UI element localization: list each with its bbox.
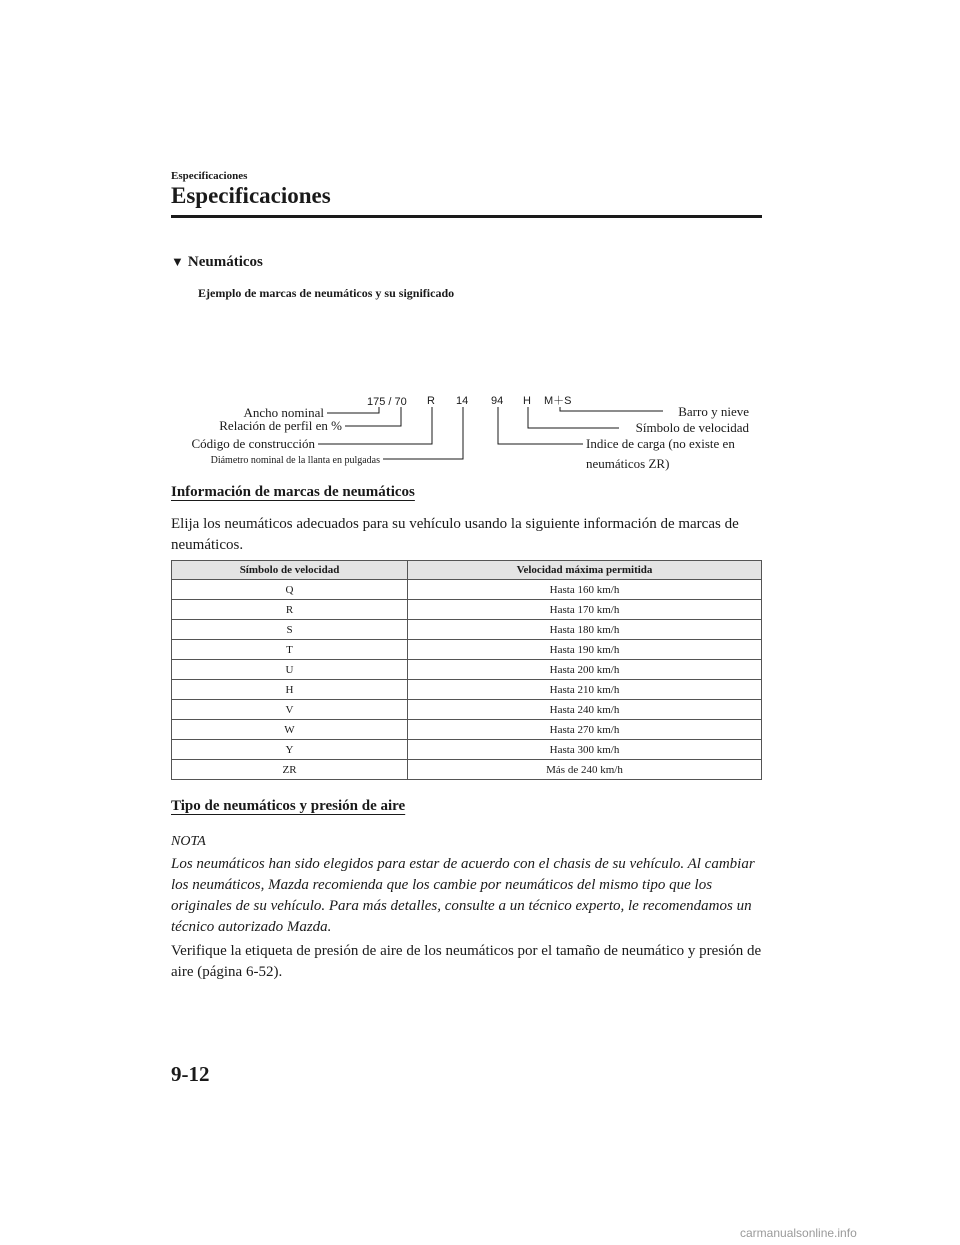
code-load: 94	[491, 395, 504, 407]
leader-aspect-ratio	[345, 407, 401, 426]
code-construction: R	[427, 395, 435, 407]
table-row	[172, 580, 762, 600]
label-speed-symbol: Símbolo de velocidad	[635, 420, 749, 435]
table-cell: Hasta 170 km/h	[408, 600, 762, 620]
running-head: Especificaciones	[171, 170, 248, 182]
tire-type-heading: Tipo de neumáticos y presión de aire	[171, 798, 406, 814]
label-load-index-1: Indice de carga (no existe en	[586, 436, 735, 451]
note-label: NOTA	[171, 834, 206, 849]
table-cell: Más de 240 km/h	[408, 760, 762, 780]
table-cell: ZR	[172, 760, 408, 780]
table-cell: Hasta 240 km/h	[408, 700, 762, 720]
table-row	[172, 720, 762, 740]
label-load-index-2: neumáticos ZR)	[586, 456, 670, 471]
table-row	[172, 700, 762, 720]
table-cell: Q	[172, 580, 408, 600]
section-heading-text: Neumáticos	[187, 254, 263, 270]
table-row	[172, 680, 762, 700]
table-cell: Hasta 160 km/h	[408, 580, 762, 600]
table-cell: U	[172, 660, 408, 680]
watermark: carmanualsonline.info	[740, 1226, 857, 1240]
code-mud-snow: M＋S	[544, 395, 572, 407]
label-nominal-width: Ancho nominal	[243, 405, 324, 420]
tire-pressure-paragraph: Verifique la etiqueta de presión de aire de los neumáticos por el tamaño de neumático y presión de aire (página 6-52).	[171, 943, 762, 980]
table-cell: Y	[172, 740, 408, 760]
table-header: Velocidad máxima permitida	[408, 561, 762, 580]
table-row	[172, 620, 762, 640]
table-row	[172, 640, 762, 660]
table-cell: R	[172, 600, 408, 620]
table-cell: Hasta 210 km/h	[408, 680, 762, 700]
leader-rim-diameter	[383, 407, 463, 459]
table-row	[172, 600, 762, 620]
leader-speed-symbol	[528, 407, 619, 428]
table-header: Símbolo de velocidad	[172, 561, 408, 580]
label-aspect-ratio: Relación de perfil en %	[219, 418, 342, 433]
section-heading	[171, 254, 263, 271]
table-cell: Hasta 200 km/h	[408, 660, 762, 680]
page-number: 9-12	[171, 1062, 210, 1086]
page-title: Especificaciones	[171, 183, 331, 208]
speed-symbol-table	[171, 560, 762, 780]
table-cell: H	[172, 680, 408, 700]
leader-load-index	[498, 407, 583, 444]
figure-caption: Ejemplo de marcas de neumáticos y su significado	[198, 286, 455, 300]
label-construction-code: Código de construcción	[191, 436, 315, 451]
info-paragraph: Elija los neumáticos adecuados para su vehículo usando la siguiente información de marcas de neumáticos.	[171, 516, 739, 553]
table-cell: Hasta 180 km/h	[408, 620, 762, 640]
table-cell: W	[172, 720, 408, 740]
title-rule	[171, 215, 762, 218]
table-cell: Hasta 190 km/h	[408, 640, 762, 660]
table-cell: T	[172, 640, 408, 660]
table-row	[172, 760, 762, 780]
code-speed: H	[523, 395, 531, 407]
label-mud-snow: Barro y nieve	[678, 404, 749, 419]
table-row	[172, 740, 762, 760]
code-width-ratio: 175 / 70	[367, 396, 407, 408]
note-text: Los neumáticos han sido elegidos para estar de acuerdo con el chasis de su vehículo. Al cambiar los neumáticos, Mazda recomienda que los cambie por neumáticos del mismo tipo que los originales de su vehículo. Para más detalles, consulte a un técnico experto, le recomendamos un técnico autorizado Mazda.	[171, 856, 755, 935]
leader-mud-snow	[560, 407, 663, 411]
table-cell: V	[172, 700, 408, 720]
table-cell: Hasta 270 km/h	[408, 720, 762, 740]
table-cell: Hasta 300 km/h	[408, 740, 762, 760]
table-row	[172, 660, 762, 680]
table-header-row	[172, 561, 762, 580]
label-rim-diameter: Diámetro nominal de la llanta en pulgadas	[210, 455, 380, 466]
triangle-down-icon: ▼	[171, 254, 184, 269]
tire-marking-diagram	[171, 388, 762, 478]
code-rim: 14	[456, 395, 469, 407]
info-heading: Información de marcas de neumáticos	[171, 484, 415, 500]
table-cell: S	[172, 620, 408, 640]
